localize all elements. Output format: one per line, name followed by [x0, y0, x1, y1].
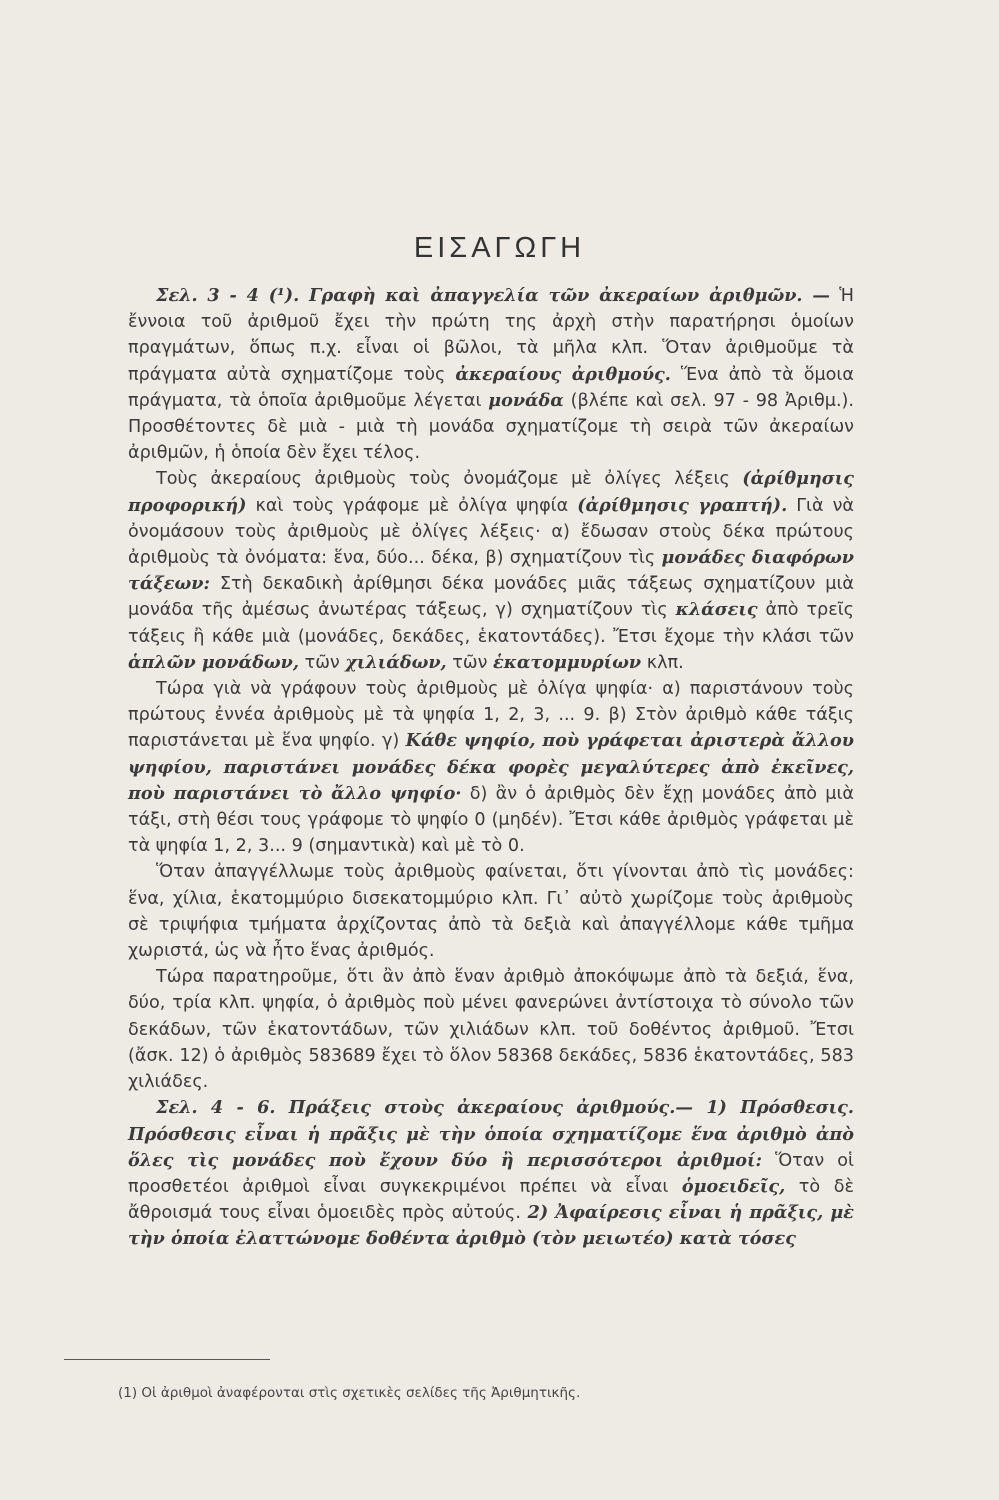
paragraph-5: Τώρα παρατηροῦμε, ὅτι ἂν ἀπὸ ἕναν ἀριθμὸ ἀποκόψωμε ἀπὸ τὰ δεξιά, ἕνα, δύο, τρία κλπ. ψηφία, ὁ ἀριθμὸς ποὺ μένει φανερώνει ἀντίστοιχα τὸ σύνολο τῶν δεκάδων, τῶν ἑκατοντάδων, τῶν χιλιάδων κλπ. τοῦ δοθέντος ἀριθμοῦ. Ἔτσι (ἄσκ. 12) ὁ ἀριθμὸς 583689 ἔχει τὸ ὅλον 58368 δεκάδες, 5836 ἑκατοντάδες, 583 χιλιάδες.: [128, 967, 854, 1093]
text-run: τῶν: [446, 652, 493, 673]
emphasis: κλάσεις: [675, 599, 758, 621]
text-run: Ἕνα ἀπὸ τὰ ὅμοια πράγματα, τὰ ὁποῖα ἀριθμοῦμε λέγεται: [128, 364, 854, 411]
emphasis: (ἀρίθμησις προφορική): [128, 468, 854, 516]
text-run: (βλέπε καὶ σελ. 97 - 98 Ἀριθμ.). Προσθέτοντες δὲ μιὰ - μιὰ τὴ μονάδα σχηματίζομε τὴ σειρὰ τῶν ἀκεραίων ἀριθμῶν, ἡ ὁποία δὲν ἔχει τέλος.: [128, 390, 854, 464]
section-heading-2: Σελ. 4 - 6. Πράξεις στοὺς ἀκεραίους ἀριθμούς.— 1) Πρόσθεσις. Πρόσθεσις εἶναι ἡ πρᾶξις μὲ τὴν ὁποία σχηματίζομε ἕνα ἀριθμὸ ἀπὸ ὅλες τὶς μονάδες ποὺ ἔχουν δύο ἢ περισσότεροι ἀριθμοί:: [128, 1097, 854, 1171]
paragraph-3: [128, 676, 854, 859]
text-run: καὶ τοὺς γράφομε μὲ ὀλίγα ψηφία: [246, 495, 578, 516]
paragraph-4: Ὅταν ἀπαγγέλλωμε τοὺς ἀριθμοὺς φαίνεται, ὅτι γίνονται ἀπὸ τὶς μονάδες: ἕνα, χίλια, ἑκατομμύριο δισεκατομμύριο κλπ. Γι᾽ αὐτὸ χωρίζομε τοὺς ἀριθμοὺς σὲ τριψήφια τμήματα ἀρχίζοντας ἀπὸ τὰ δεξιὰ καὶ ἀπαγγέλλομε κάθε τμῆμα χωριστά, ὡς νὰ ἦτο ἕνας ἀριθμός.: [128, 862, 854, 962]
text-run: τῶν: [299, 652, 346, 673]
text-run: Ἡ ἔννοια τοῦ ἀριθμοῦ ἔχει τὴν πρώτη της ἀρχὴ στὴν παρατήρησι ὁμοίων πραγμάτων, ὅπως π.χ. εἶναι οἱ βῶλοι, τὰ μῆλα κλπ. Ὅταν ἀριθμοῦμε τὰ πράγματα αὐτὰ σχηματίζομε τοὺς: [128, 286, 854, 385]
paragraph-2: [128, 466, 854, 676]
emphasis: ἀκεραίους ἀριθμούς.: [455, 363, 671, 385]
emphasis: Κάθε ψηφίο, ποὺ γράφεται ἀριστερὰ ἄλλου ψηφίου, παριστάνει μονάδες δέκα φορὲς μεγαλύτερες ἀπὸ ἐκεῖνες, ποὺ παριστάνει τὸ ἄλλο ψηφίο·: [128, 730, 854, 804]
emphasis: 2) Ἀφαίρεσις εἶναι ἡ πρᾶξις, μὲ τὴν ὁποία ἐλαττώνομε δοθέντα ἀριθμὸ (τὸν μειωτέο) κατὰ τόσες: [128, 1202, 854, 1250]
text-run: ἀπὸ τρεῖς τάξεις ἢ κάθε μιὰ (μονάδες, δεκάδες, ἑκατοντάδες). Ἔτσι ἔχομε τὴν κλάσι τῶν: [128, 600, 854, 647]
text-run: Γιὰ νὰ ὀνομάσουν τοὺς ἀριθμοὺς μὲ ὀλίγες λέξεις· α) ἔδωσαν στοὺς δέκα πρώτους ἀριθμοὺς τὰ ὀνόματα: ἕνα, δύο... δέκα, β) σχηματίζουν τὶς: [128, 495, 854, 569]
emphasis: ὁμοειδεῖς,: [681, 1175, 786, 1197]
text-run: Ὅταν οἱ προσθετέοι ἀριθμοὶ εἶναι συγκεκριμένοι πρέπει νὰ εἶναι: [128, 1150, 854, 1197]
text-run: τὸ δὲ ἄθροισμά τους εἶναι ὁμοειδὲς πρὸς αὐτούς.: [128, 1176, 854, 1224]
paragraph-6: [128, 1095, 854, 1252]
footnote-divider: [64, 1359, 270, 1360]
emphasis: μονάδα: [488, 389, 564, 411]
text-run: Τώρα γιὰ νὰ γράφουν τοὺς ἀριθμοὺς μὲ ὀλίγα ψηφία· α) παριστάνουν τοὺς πρώτους ἐννέα ἀριθμοὺς μὲ τὰ ψηφία 1, 2, 3, ... 9. β) Στὸν ἀριθμὸ κάθε τάξις παριστάνεται μὲ ἕνα ψηφίο. γ): [128, 679, 854, 752]
emphasis: χιλιάδων,: [345, 651, 447, 673]
emphasis: μονάδες διαφόρων τάξεων:: [128, 547, 855, 595]
text-run: Στὴ δεκαδικὴ ἀρίθμησι δέκα μονάδες μιᾶς τάξεως σχηματίζουν μιὰ μονάδα τῆς ἀμέσως ἀνωτέρας τάξεως, γ) σχηματίζουν τὶς: [128, 574, 854, 621]
text-run: κλπ.: [641, 652, 684, 673]
text-run: δ) ἂν ὁ ἀριθμὸς δὲν ἔχῃ μονάδες ἀπὸ μιὰ τάξι, στὴ θέσι τους γράφομε τὸ ψηφίο 0 (μηδέν). Ἔτσι κάθε ἀριθμὸς γράφεται μὲ τὰ ψηφία 1, 2, 3... 9 (σημαντικὰ) καὶ μὲ τὸ 0.: [128, 783, 854, 857]
emphasis: ἑκατομμυρίων: [493, 651, 642, 673]
section-heading-1: Σελ. 3 - 4 (¹). Γραφὴ καὶ ἀπαγγελία τῶν ἀκεραίων ἀριθμῶν. —: [156, 285, 830, 306]
page-title: ΕΙΣΑΓΩΓΗ: [413, 232, 586, 264]
paragraph-1: [128, 283, 854, 466]
emphasis: (ἀρίθμησις γραπτή).: [577, 494, 788, 516]
body-text: [128, 283, 854, 1253]
emphasis: ἁπλῶν μονάδων,: [128, 651, 300, 673]
footnote: (1) Οἱ ἀριθμοὶ ἀναφέρονται στὶς σχετικὲς σελίδες τῆς Ἀριθμητικῆς.: [118, 1385, 581, 1401]
text-run: Τοὺς ἀκεραίους ἀριθμοὺς τοὺς ὀνομάζομε μὲ ὀλίγες λέξεις: [156, 469, 743, 490]
